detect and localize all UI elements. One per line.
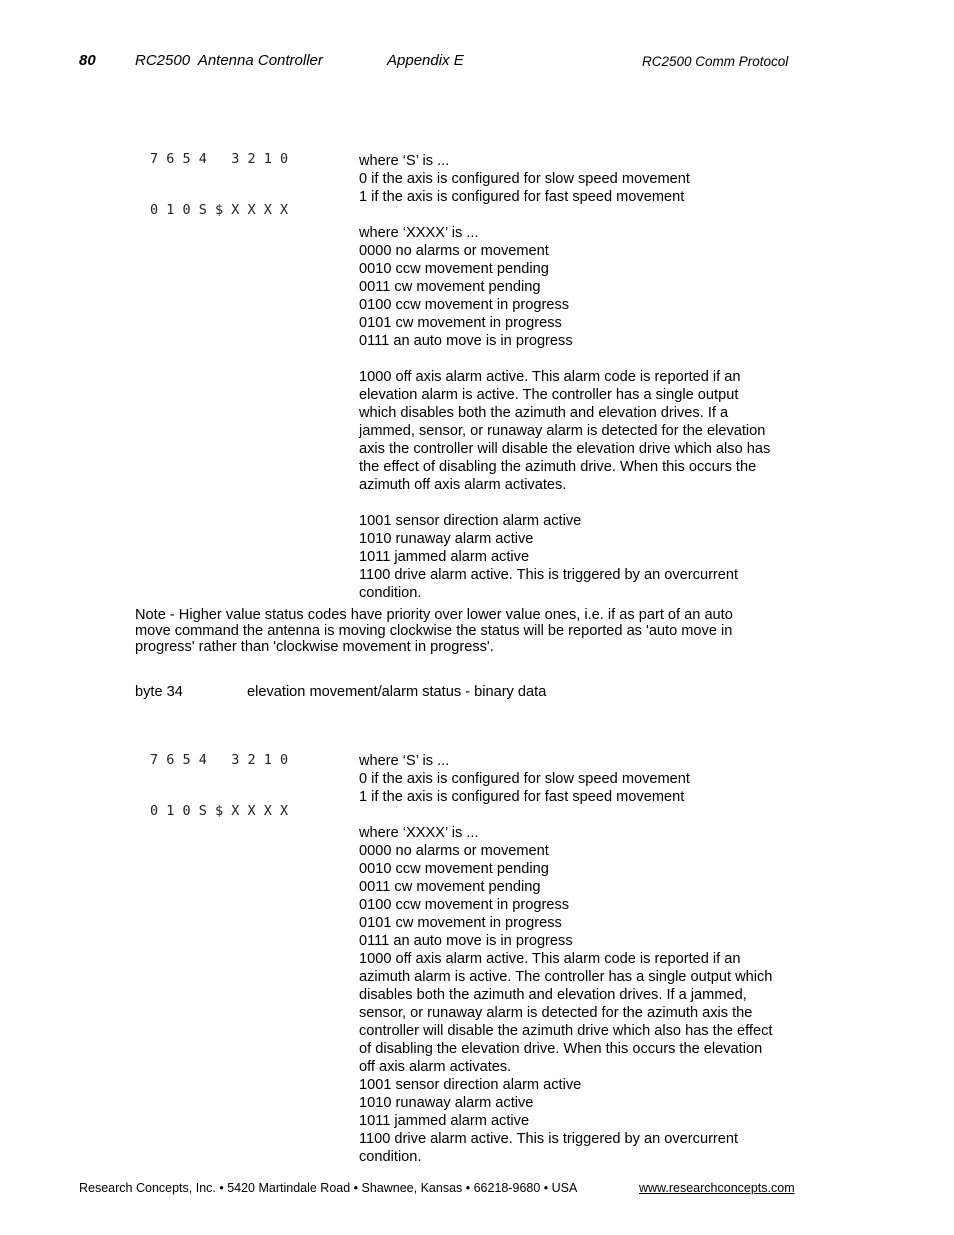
text-line: sensor, or runaway alarm is detected for the azimuth axis the: [359, 1005, 753, 1021]
text-line: where ‘S’ is ...: [359, 753, 450, 769]
page-number: 80: [79, 52, 96, 69]
text-line: 0010 ccw movement pending: [359, 861, 549, 877]
text-line: where ‘XXXX’ is ...: [359, 825, 479, 841]
status-description-2: [359, 752, 819, 1166]
text-line: 1 if the axis is configured for fast speed movement: [359, 189, 685, 205]
text-line: 0 if the axis is configured for slow speed movement: [359, 771, 690, 787]
section-title: RC2500 Comm Protocol: [642, 54, 789, 69]
bit-values: 0 1 0 S $ X X X X: [150, 202, 289, 218]
text-line: axis the controller will disable the elevation drive which also has: [359, 441, 771, 457]
text-line: 0010 ccw movement pending: [359, 261, 549, 277]
text-line: azimuth off axis alarm activates.: [359, 477, 567, 493]
text-line: 1011 jammed alarm active: [359, 1113, 530, 1129]
text-line: [359, 494, 819, 512]
text-line: condition.: [359, 585, 422, 601]
text-line: 0011 cw movement pending: [359, 879, 541, 895]
text-line: elevation alarm is active. The controller has a single output: [359, 387, 739, 403]
text-line: [359, 806, 819, 824]
text-line: the effect of disabling the azimuth drive. When this occurs the: [359, 459, 757, 475]
bit-diagram-2: [150, 718, 288, 837]
text-line: 1100 drive alarm active. This is triggered by an overcurrent: [359, 1131, 739, 1147]
text-line: 0101 cw movement in progress: [359, 915, 562, 931]
note-line: progress' rather than 'clockwise movement in progress'.: [135, 638, 494, 655]
text-line: 0000 no alarms or movement: [359, 243, 549, 259]
bit-positions: 7 6 5 4 3 2 1 0: [150, 151, 289, 167]
text-line: 1011 jammed alarm active: [359, 549, 530, 565]
text-line: 0 if the axis is configured for slow speed movement: [359, 171, 690, 187]
text-line: [359, 350, 819, 368]
document-title: RC2500 Antenna Controller: [135, 52, 323, 69]
text-line: jammed, sensor, or runaway alarm is detected for the elevation: [359, 423, 766, 439]
text-line: 1000 off axis alarm active. This alarm code is reported if an: [359, 951, 741, 967]
text-line: 1010 runaway alarm active: [359, 1095, 534, 1111]
text-line: 0101 cw movement in progress: [359, 315, 562, 331]
note-line: move command the antenna is moving clockwise the status will be reported as 'auto move in: [135, 622, 733, 639]
text-line: 1100 drive alarm active. This is triggered by an overcurrent: [359, 567, 739, 583]
text-line: 0100 ccw movement in progress: [359, 297, 570, 313]
text-line: 0100 ccw movement in progress: [359, 897, 570, 913]
text-line: off axis alarm activates.: [359, 1059, 512, 1075]
status-description-1: [359, 152, 819, 602]
byte-label: byte 34: [135, 684, 183, 700]
footer-address: Research Concepts, Inc. • 5420 Martindale Road • Shawnee, Kansas • 66218-9680 • USA: [79, 1181, 578, 1195]
text-line: 1010 runaway alarm active: [359, 531, 534, 547]
text-line: 1001 sensor direction alarm active: [359, 1077, 582, 1093]
text-line: condition.: [359, 1149, 422, 1165]
text-line: disables both the azimuth and elevation drives. If a jammed,: [359, 987, 747, 1003]
text-line: 0111 an auto move is in progress: [359, 933, 573, 949]
bit-values: 0 1 0 S $ X X X X: [150, 803, 289, 819]
byte-description: elevation movement/alarm status - binary data: [247, 684, 547, 700]
appendix-label: Appendix E: [387, 52, 464, 69]
text-line: 0011 cw movement pending: [359, 279, 541, 295]
text-line: 1000 off axis alarm active. This alarm code is reported if an: [359, 369, 741, 385]
bit-positions: 7 6 5 4 3 2 1 0: [150, 752, 289, 768]
text-line: [359, 206, 819, 224]
priority-note: [135, 608, 795, 655]
text-line: of disabling the elevation drive. When this occurs the elevation: [359, 1041, 763, 1057]
text-line: 1001 sensor direction alarm active: [359, 513, 582, 529]
text-line: controller will disable the azimuth drive which also has the effect: [359, 1023, 773, 1039]
text-line: 0000 no alarms or movement: [359, 843, 549, 859]
text-line: where ‘XXXX’ is ...: [359, 225, 479, 241]
bit-diagram-1: [150, 117, 288, 236]
text-line: which disables both the azimuth and elevation drives. If a: [359, 405, 729, 421]
note-line: Note - Higher value status codes have priority over lower value ones, i.e. if as part of an auto: [135, 607, 733, 623]
text-line: azimuth alarm is active. The controller has a single output which: [359, 969, 773, 985]
website-link[interactable]: www.researchconcepts.com: [639, 1181, 795, 1195]
text-line: where ‘S’ is ...: [359, 153, 450, 169]
text-line: 1 if the axis is configured for fast speed movement: [359, 789, 685, 805]
text-line: 0111 an auto move is in progress: [359, 333, 573, 349]
